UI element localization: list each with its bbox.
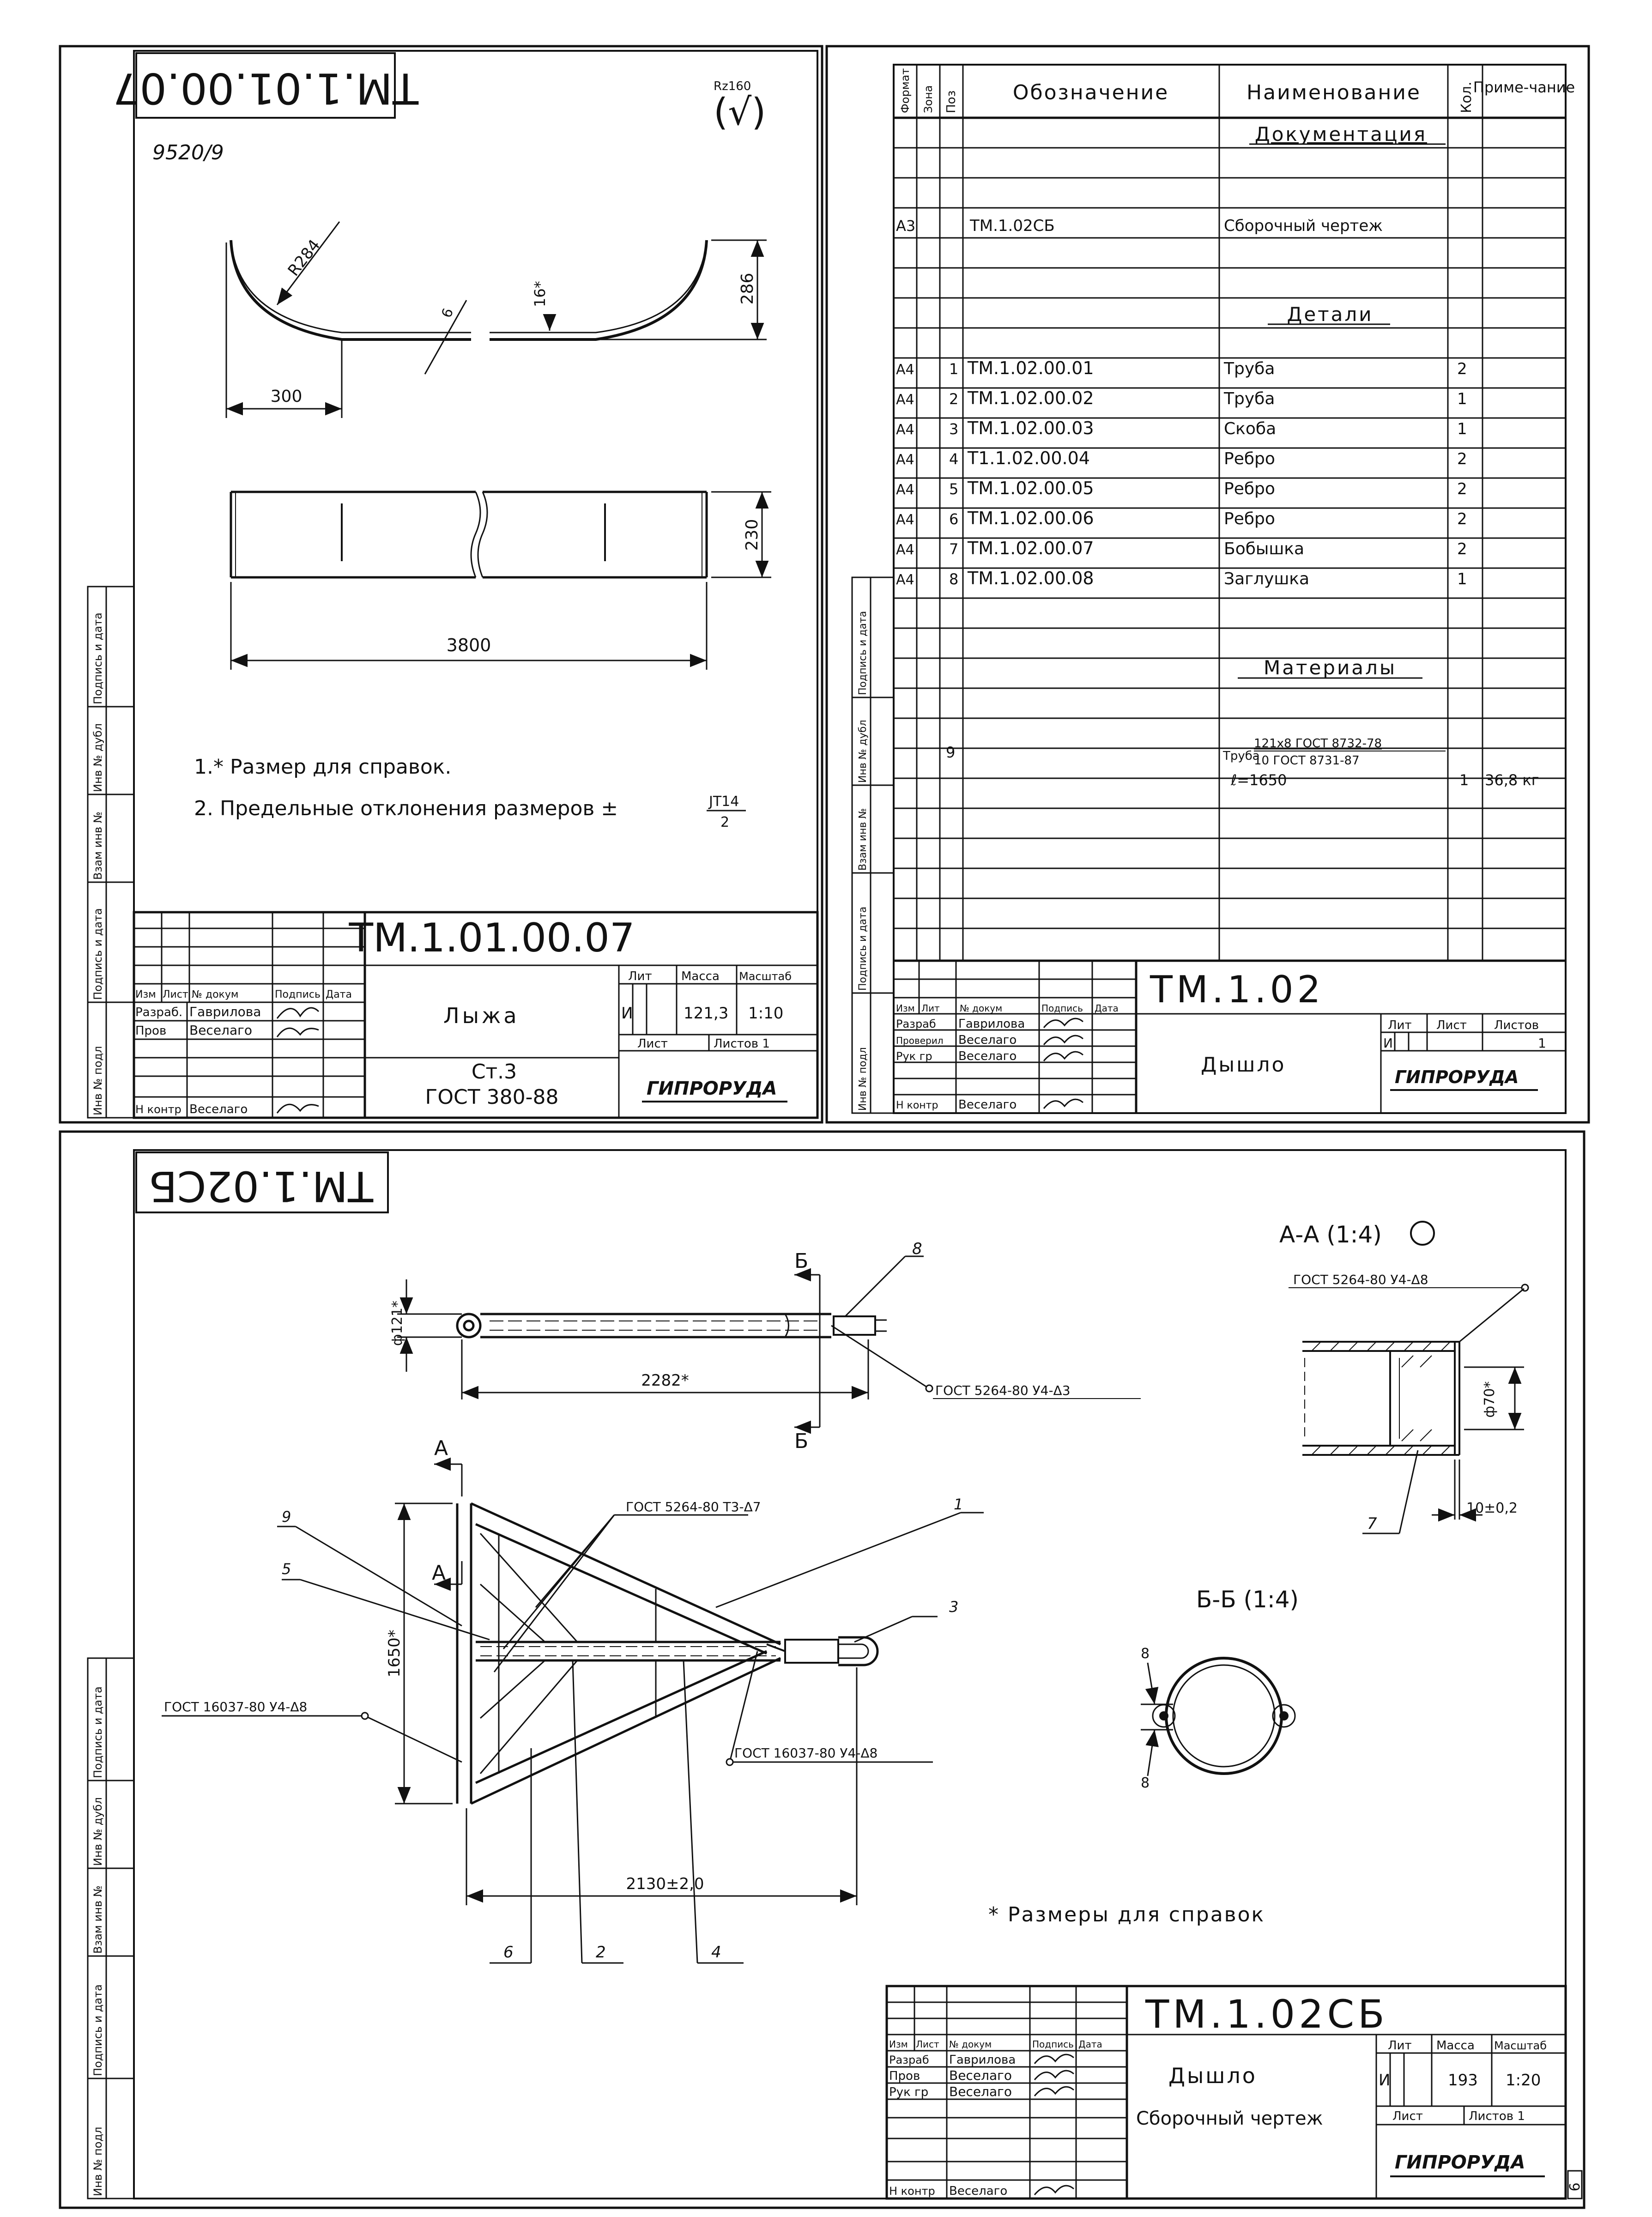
sheet1-h-date: Дата (326, 989, 352, 1000)
table-row (896, 508, 1467, 528)
sheet2-code: ТМ.1.02 (1150, 968, 1325, 1011)
dim-8-top: 8 (1141, 1646, 1150, 1662)
section-documentation: Документация (1254, 123, 1427, 145)
strip3-repl-inv: Взам инв № (91, 1885, 104, 1954)
dim-length: 3800 (446, 635, 491, 655)
signature-5 (1044, 1036, 1083, 1045)
sheet2-row3-name: Веселаго (958, 1049, 1017, 1063)
sheet1-sheets-label: Листов 1 (714, 1037, 770, 1051)
sheet1-h-izm: Изм (135, 989, 156, 1000)
part-7-qty: 2 (1457, 540, 1467, 558)
part-6-format: А4 (896, 512, 914, 528)
sheet3-h-list: Лист (916, 2039, 939, 2050)
part-3-code: ТМ.1.02.00.03 (968, 418, 1094, 438)
material-row (946, 737, 1539, 789)
sheet3-note: * Размеры для справок (988, 1903, 1265, 1926)
part-8-code: ТМ.1.02.00.08 (968, 568, 1094, 588)
section-parts: Детали (1287, 303, 1374, 326)
sheet3-h-sign: Подпись (1032, 2039, 1074, 2050)
sheet1-row3-name: Веселаго (189, 1102, 248, 1116)
part-5-qty: 2 (1457, 480, 1467, 498)
part-7-pos: 7 (949, 540, 959, 558)
sheet1-scale-label: Масштаб (739, 970, 792, 983)
material-pos: 9 (946, 744, 956, 761)
sheet3-frame (134, 1150, 1566, 2199)
strip3-sign-date-1: Подпись и дата (91, 1984, 104, 2076)
part-6-code: ТМ.1.02.00.06 (968, 508, 1094, 528)
note-2: 2. Предельные отклонения размеров ± (194, 797, 618, 820)
strip1-repl-inv: Взам инв № (91, 812, 104, 880)
dim-8-bottom: 8 (1141, 1775, 1150, 1791)
sheet3-h-date: Дата (1078, 2039, 1102, 2050)
doc-designation: ТМ.1.02СБ (970, 217, 1055, 235)
sheet1-mass: 121,3 (684, 1004, 729, 1023)
weld-note-5: ГОСТ 5264-80 У4-Δ8 (1293, 1272, 1428, 1287)
part-6-qty: 2 (1457, 510, 1467, 528)
part-5-pos: 5 (949, 480, 959, 498)
sheet1-h-list: Лист (163, 989, 188, 1000)
page-number: 6 (1567, 2182, 1583, 2192)
dim-1650: 1650* (385, 1629, 404, 1678)
part-5-name: Ребро (1224, 479, 1275, 498)
sheet2-h-date: Дата (1095, 1003, 1119, 1014)
sheet1 (113, 51, 817, 1118)
spec-h-pos: Поз (944, 90, 958, 113)
sheet3-h-doc: № докум (949, 2039, 992, 2050)
part-6-pos: 6 (949, 510, 959, 528)
side-strip-3 (88, 1658, 134, 2199)
sheet2-row1-role: Разраб (896, 1018, 936, 1030)
dim-width: 230 (743, 519, 762, 551)
part-2-qty: 1 (1457, 390, 1467, 408)
spec-h-note: Приме-чание (1473, 79, 1575, 96)
part-5-code: ТМ.1.02.00.05 (968, 478, 1094, 498)
spec-h-name: Наименование (1247, 81, 1421, 104)
note-2-den: 2 (720, 814, 730, 830)
table-row (896, 418, 1467, 438)
dim-10: 10±0,2 (1466, 1500, 1518, 1516)
dim-height: 286 (738, 273, 757, 305)
part-1-format: А4 (896, 362, 914, 378)
part-4-qty: 2 (1457, 450, 1467, 468)
strip1-sign-date-2: Подпись и дата (91, 612, 104, 704)
roughness-value: Rz160 (714, 79, 751, 93)
material-note: 36,8 кг (1485, 771, 1539, 789)
sheet3-code: ТМ.1.02СБ (1145, 1992, 1388, 2037)
note-2-tol: ЈТ14 (709, 794, 739, 810)
part-7-name: Бобышка (1224, 539, 1305, 558)
table-row (896, 538, 1467, 558)
sheet1-sheet-label: Лист (637, 1037, 668, 1051)
order-number: 9520/9 (152, 141, 224, 164)
sheet2-h-izm: Изм (896, 1003, 915, 1014)
material-name: Труба (1223, 749, 1260, 763)
part-6-name: Ребро (1224, 509, 1275, 528)
sheet3-sheet-label: Лист (1392, 2109, 1423, 2123)
section-aa (1279, 1221, 1528, 1533)
sheet3-row1-role: Разраб (889, 2053, 929, 2066)
sheet3-row3-name: Веселаго (949, 2084, 1012, 2099)
callout-1: 1 (954, 1496, 963, 1513)
ski-plan-view (231, 492, 707, 577)
part-4-name: Ребро (1224, 449, 1275, 468)
sheet1-stamp: ТМ.1.01.00.07 (112, 63, 419, 113)
sheet3-lit-label: Лит (1388, 2039, 1412, 2053)
signature-7 (1044, 1099, 1083, 1108)
section-b-top: Б (794, 1249, 809, 1273)
sheet3-scale: 1:20 (1506, 2071, 1541, 2090)
dim-thickness: 6 (438, 306, 457, 320)
sheet1-lit: И (621, 1004, 633, 1023)
part-8-qty: 1 (1457, 570, 1467, 588)
material-length: ℓ=1650 (1231, 771, 1287, 789)
outer-frames (60, 46, 1589, 2208)
strip2-sign-date-2: Подпись и дата (857, 611, 869, 695)
table-row (896, 568, 1467, 588)
part-1-name: Труба (1224, 359, 1275, 378)
strip2-inv-orig: Инв № подл (857, 1047, 869, 1111)
sheet3-row3-role: Рук гр (889, 2085, 929, 2099)
part-3-qty: 1 (1457, 420, 1467, 438)
sheet1-row3-role: Н контр (135, 1103, 182, 1116)
part-1-pos: 1 (949, 360, 959, 378)
dim-2130: 2130±2,0 (626, 1875, 704, 1893)
sheet1-mass-label: Масса (681, 969, 720, 983)
sheet3-lit: И (1379, 2071, 1391, 2090)
part-2-code: ТМ.1.02.00.02 (968, 388, 1094, 408)
callout-3: 3 (949, 1598, 959, 1616)
doc-format: А3 (896, 217, 916, 235)
section-b-bottom: Б (794, 1430, 809, 1453)
part-2-pos: 2 (949, 390, 959, 408)
drawbar-top-view (457, 1314, 887, 1337)
weld-note-4: ГОСТ 16037-80 У4-Δ8 (164, 1699, 308, 1714)
sheet2-row2-role: Проверил (896, 1035, 944, 1046)
part-3-name: Скоба (1224, 419, 1277, 438)
sheet3-mass-label: Масса (1436, 2039, 1475, 2053)
part-4-format: А4 (896, 452, 914, 468)
table-row (896, 448, 1467, 468)
sheet2-h-doc: № докум (960, 1003, 1003, 1014)
callout-7: 7 (1367, 1514, 1377, 1533)
dim-thickness-ref: 16* (531, 281, 549, 307)
sheet2-row2-name: Веселаго (958, 1033, 1017, 1047)
sheet2-row4-name: Веселаго (958, 1098, 1017, 1112)
sheet2-sheets-label: Листов (1494, 1018, 1539, 1032)
callout-8: 8 (912, 1240, 922, 1258)
sheet1-title-block (134, 912, 817, 1118)
signature-2 (277, 1028, 319, 1037)
strip3-inv-dup: Инв № дубл (91, 1797, 104, 1866)
sheet1-h-sign: Подпись (275, 989, 321, 1000)
sheet2-h-sign: Подпись (1041, 1003, 1083, 1014)
parts-rows (896, 358, 1467, 588)
part-7-code: ТМ.1.02.00.07 (968, 538, 1094, 558)
callout-4: 4 (711, 1943, 721, 1962)
side-strip-1 (88, 587, 134, 1118)
sheet3-stamp: ТМ.1.02СБ (148, 1162, 374, 1211)
sheet1-row1-role: Разраб. (135, 1006, 183, 1019)
part-8-name: Заглушка (1224, 569, 1310, 588)
part-5-format: А4 (896, 482, 914, 498)
callout-9: 9 (282, 1508, 291, 1526)
sheet3 (134, 1150, 1583, 2199)
part-3-pos: 3 (949, 420, 959, 438)
material-spec-2: 10 ГОСТ 8731-87 (1254, 754, 1360, 768)
dim-d121: ф121* (389, 1301, 405, 1346)
spec-h-format: Формат (899, 68, 912, 113)
sheet3-sheets-label: Листов 1 (1469, 2109, 1525, 2123)
side-strip-2 (852, 577, 894, 1113)
strip1-inv-dup: Инв № дубл (91, 723, 104, 792)
signature-3 (277, 1104, 319, 1113)
strip2-repl-inv: Взам инв № (857, 808, 869, 871)
spec-h-qty: Кол. (1458, 81, 1475, 113)
view-bb-label: Б-Б (1:4) (1196, 1586, 1299, 1613)
sheet1-lit-label: Лит (628, 969, 652, 983)
sheet3-row1-name: Гаврилова (949, 2053, 1016, 2067)
table-row (896, 478, 1467, 498)
sheet2-lit: И (1383, 1036, 1393, 1051)
signature-10 (1035, 2087, 1074, 2096)
sheet1-name: Лыжа (443, 1003, 520, 1028)
sheet2-title-block (894, 961, 1566, 1113)
spec-h-zone: Зона (922, 85, 935, 113)
sheet1-row2-name: Веселаго (189, 1023, 252, 1038)
strip1-sign-date-1: Подпись и дата (91, 908, 104, 1000)
signature-1 (277, 1008, 319, 1018)
sheet2-row3-role: Рук гр (896, 1050, 932, 1063)
sheet1-scale: 1:10 (748, 1004, 784, 1023)
sheet3-scale-label: Масштаб (1494, 2039, 1547, 2052)
section-bb (1141, 1586, 1299, 1791)
ski-plan-dims (231, 492, 771, 670)
dim-radius: R284 (284, 236, 324, 280)
sheet3-row2-role: Пров (889, 2069, 920, 2083)
drawbar-top-dims (397, 1256, 932, 1427)
strip1-inv-orig: Инв № подл (91, 1046, 104, 1115)
part-1-code: ТМ.1.02.00.01 (968, 358, 1094, 378)
sheet1-row1-name: Гаврилова (189, 1004, 261, 1019)
section-a-top: А (434, 1436, 448, 1460)
part-1-qty: 2 (1457, 360, 1467, 378)
spec-h-designation: Обозначение (1012, 81, 1169, 104)
sheet1-code: ТМ.1.01.00.07 (349, 915, 635, 961)
signature-11 (1035, 2186, 1074, 2195)
weld-note-3: ГОСТ 16037-80 У4-Δ8 (734, 1745, 878, 1761)
sheet3-subname: Сборочный чертеж (1136, 2108, 1323, 2129)
sheet2-h-lit: Лит (921, 1003, 940, 1014)
sheet1-material-2: ГОСТ 380-88 (425, 1085, 559, 1109)
part-7-format: А4 (896, 542, 914, 558)
weld-note-1: ГОСТ 5264-80 У4-Δ3 (935, 1383, 1071, 1398)
signature-6 (1044, 1052, 1083, 1061)
sheet3-row4-name: Веселаго (949, 2184, 1008, 2198)
part-8-pos: 8 (949, 570, 959, 588)
strip3-inv-orig: Инв № подл (91, 2126, 104, 2196)
dim-300: 300 (270, 387, 303, 406)
material-spec-1: 121х8 ГОСТ 8732-78 (1254, 737, 1382, 751)
sheet3-row4-role: Н контр (889, 2185, 935, 2198)
strip2-inv-dup: Инв № дубл (857, 720, 869, 783)
sheet2-sheets: 1 (1538, 1036, 1546, 1051)
sheet3-h-izm: Изм (889, 2039, 908, 2050)
dim-d70: ф70* (1482, 1381, 1498, 1418)
sheet2 (894, 65, 1575, 1113)
doc-name: Сборочный чертеж (1224, 217, 1383, 235)
strip2-sign-date-1: Подпись и дата (857, 906, 869, 991)
view-aa-label: А-А (1:4) (1279, 1221, 1382, 1248)
part-2-name: Труба (1224, 389, 1275, 408)
sheet2-row4-role: Н контр (896, 1100, 938, 1111)
sheet1-material-1: Ст.3 (471, 1060, 517, 1084)
table-row (896, 388, 1467, 408)
callout-2: 2 (596, 1943, 606, 1962)
part-3-format: А4 (896, 422, 914, 438)
sheet3-company: ГИПРОРУДА (1395, 2152, 1525, 2173)
note-1: 1.* Размер для справок. (194, 755, 452, 779)
signature-9 (1035, 2071, 1074, 2080)
roughness-symbol: (√) (714, 91, 766, 133)
sheet2-lit-label: Лит (1388, 1018, 1412, 1032)
sheet1-row2-role: Пров (135, 1024, 167, 1038)
signature-4 (1044, 1018, 1083, 1028)
sheet3-title-block (887, 1986, 1583, 2199)
strip3-sign-date-2: Подпись и дата (91, 1686, 104, 1778)
sheet2-sheet-label: Лист (1436, 1018, 1467, 1032)
material-qty: 1 (1459, 771, 1469, 789)
sheet1-h-doc: № докум (192, 989, 239, 1000)
table-row (896, 358, 1467, 378)
signature-8 (1035, 2054, 1074, 2064)
callout-6: 6 (503, 1943, 514, 1962)
part-2-format: А4 (896, 392, 914, 408)
callout-5: 5 (282, 1560, 291, 1578)
sheet2-row1-name: Гаврилова (958, 1017, 1025, 1031)
sheet3-name: Дышло (1168, 2063, 1257, 2088)
sheet2-company: ГИПРОРУДА (1395, 1067, 1519, 1087)
sheet3-row2-name: Веселаго (949, 2068, 1012, 2083)
section-materials: Материалы (1264, 656, 1397, 679)
weld-note-2: ГОСТ 5264-80 Т3-Δ7 (626, 1499, 761, 1514)
sheet3-mass: 193 (1448, 2071, 1478, 2090)
section-a-side: А (432, 1561, 446, 1585)
sheet1-company: ГИПРОРУДА (647, 1078, 777, 1099)
part-8-format: А4 (896, 572, 914, 588)
sheet2-name: Дышло (1201, 1053, 1286, 1077)
dim-2282: 2282* (641, 1371, 689, 1390)
part-4-code: Т1.1.02.00.04 (968, 448, 1090, 468)
part-4-pos: 4 (949, 450, 959, 468)
